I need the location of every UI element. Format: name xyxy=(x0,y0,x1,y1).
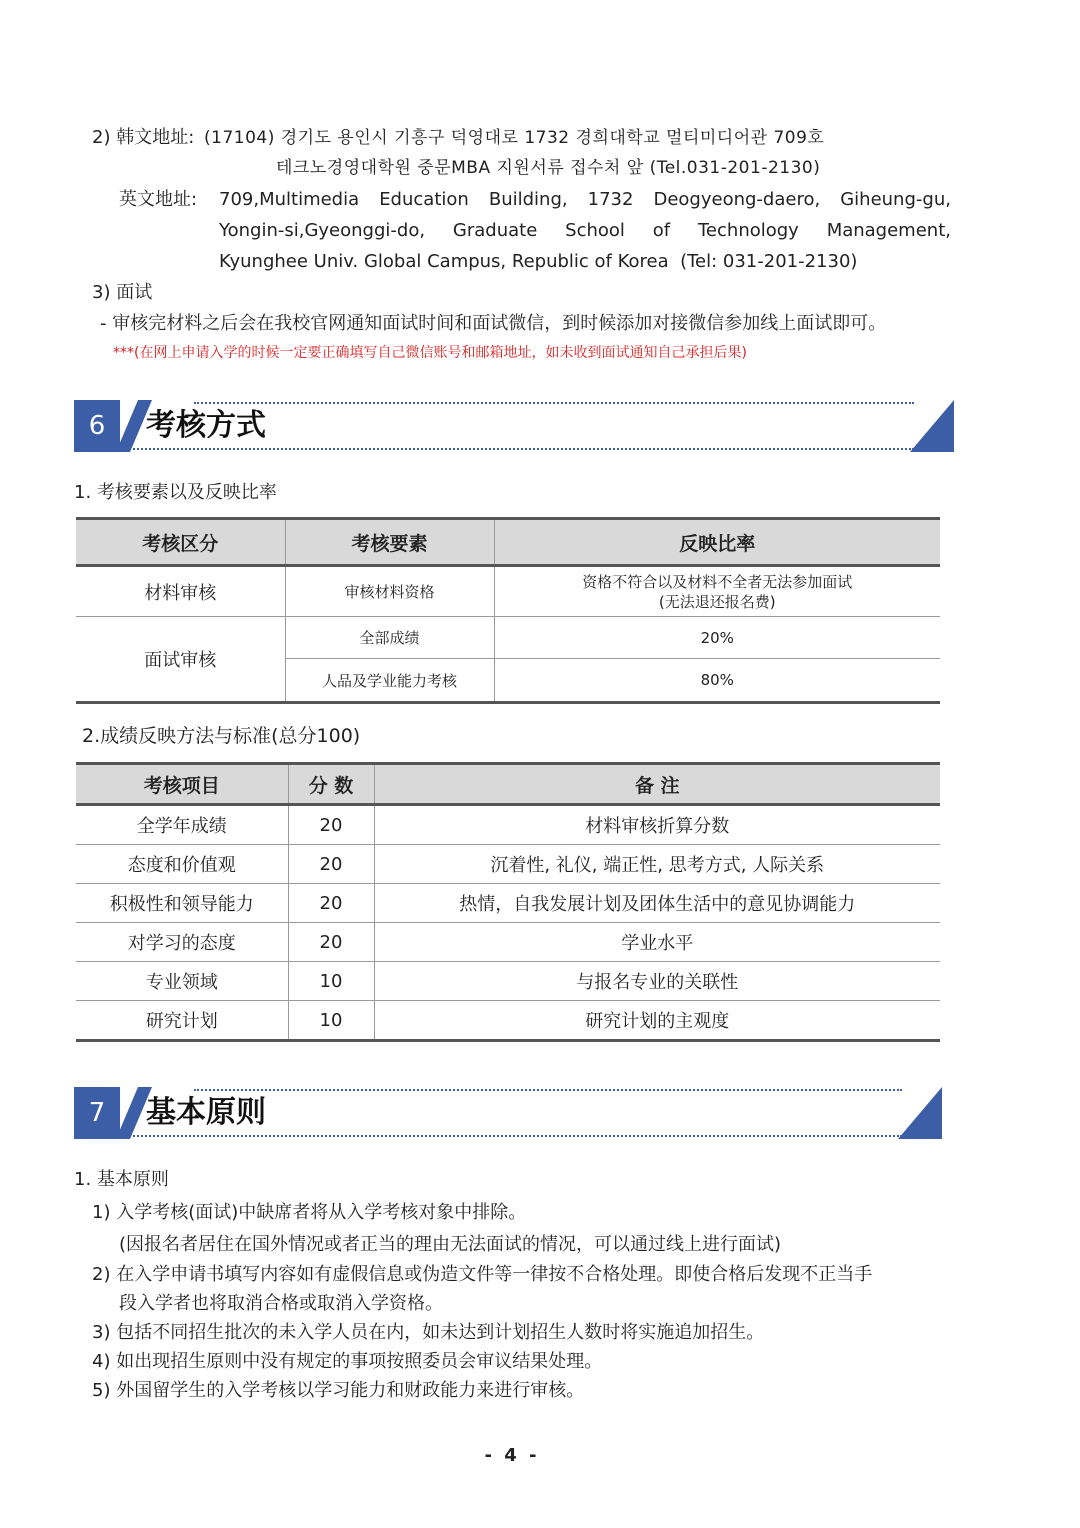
header-note: 备 注 xyxy=(374,764,940,805)
cell-note: 学业水平 xyxy=(374,923,940,962)
word: Deogyeong-daero, xyxy=(653,189,821,210)
triangle-decoration xyxy=(898,1087,942,1139)
section-6-sub1: 1. 考核要素以及反映比率 xyxy=(74,482,277,503)
english-address-label: 英文地址: xyxy=(119,189,198,210)
cell-note: 与报名专业的关联性 xyxy=(374,962,940,1001)
cell-item: 对学习的态度 xyxy=(76,923,288,962)
interview-heading: 3) 面试 xyxy=(92,282,153,303)
ratio-line2: (无法退还报名费) xyxy=(658,592,776,611)
cell-score: 20 xyxy=(288,923,374,962)
cell-note: 材料审核折算分数 xyxy=(374,805,940,845)
table-row xyxy=(76,962,940,1001)
section-6-number: 6 xyxy=(74,400,120,452)
cell-score: 10 xyxy=(288,1001,374,1041)
interview-warning: ***(在网上申请入学的时候一定要正确填写自己微信账号和邮箱地址，如未收到面试通知自己承担后果) xyxy=(113,345,747,361)
table-header-row xyxy=(76,519,940,566)
cell-item: 研究计划 xyxy=(76,1001,288,1041)
dotted-line-top xyxy=(194,402,914,404)
word: Graduate xyxy=(452,220,538,241)
cell-ratio: 20% xyxy=(494,617,940,659)
principle-item: 段入学者也将取消合格或取消入学资格。 xyxy=(119,1293,443,1314)
section-6-sub2: 2.成绩反映方法与标准(总分100) xyxy=(82,725,361,747)
cell-score: 20 xyxy=(288,805,374,845)
cell-element: 全部成绩 xyxy=(285,617,494,659)
header-element: 考核要素 xyxy=(285,519,494,566)
principle-item: 3) 包括不同招生批次的未入学人员在内，如未达到计划招生人数时将实施追加招生。 xyxy=(92,1322,765,1343)
principle-item: 4) 如出现招生原则中没有规定的事项按照委员会审议结果处理。 xyxy=(92,1351,603,1372)
table-row xyxy=(76,923,940,962)
principle-item: (因报名者居住在国外情况或者正当的理由无法面试的情况，可以通过线上进行面试) xyxy=(119,1234,782,1255)
table-row xyxy=(76,884,940,923)
cell-element: 审核材料资格 xyxy=(285,566,494,617)
cell-note: 研究计划的主观度 xyxy=(374,1001,940,1041)
word: Building, xyxy=(488,189,568,210)
score-standard-table xyxy=(76,762,940,1042)
cell-note: 热情，自我发展计划及团体生活中的意见协调能力 xyxy=(374,884,940,923)
korean-address-line1: (17104) 경기도 용인시 기흥구 덕영대로 1732 경희대학교 멀티미디어관 709호 xyxy=(204,128,825,148)
word: of xyxy=(652,220,671,241)
cell-item: 态度和价值观 xyxy=(76,845,288,884)
principle-item: 1) 入学考核(面试)中缺席者将从入学考核对象中排除。 xyxy=(92,1202,527,1223)
section-7-number: 7 xyxy=(74,1087,120,1139)
cell-category: 材料审核 xyxy=(76,566,285,617)
page-number: - 4 - xyxy=(484,1445,540,1466)
table-row xyxy=(76,805,940,845)
word: 709,Multimedia xyxy=(219,189,360,210)
cell-ratio: 80% xyxy=(494,659,940,703)
word: Education xyxy=(379,189,469,210)
dotted-line-bottom xyxy=(122,1135,902,1137)
word: Giheung-gu, xyxy=(840,189,951,210)
header-ratio: 反映比率 xyxy=(494,519,940,566)
korean-address-label: 2) 韩文地址: xyxy=(92,127,195,148)
cell-category: 面试审核 xyxy=(76,617,285,703)
word: 1732 xyxy=(587,189,634,210)
dotted-line-top xyxy=(194,1089,902,1091)
table-row xyxy=(76,617,940,659)
triangle-decoration xyxy=(910,400,954,452)
interview-bullet: - 审核完材料之后会在我校官网通知面试时间和面试微信，到时候添加对接微信参加线上面试即可。 xyxy=(100,313,887,334)
table-row xyxy=(76,845,940,884)
word: Technology xyxy=(698,220,799,241)
english-address-line2 xyxy=(219,219,951,243)
cell-note: 沉着性, 礼仪, 端正性, 思考方式, 人际关系 xyxy=(374,845,940,884)
section-7-sub1: 1. 基本原则 xyxy=(74,1169,169,1190)
table-header-row xyxy=(76,764,940,805)
principle-item: 5) 外国留学生的入学考核以学习能力和财政能力来进行审核。 xyxy=(92,1380,585,1401)
cell-item: 专业领域 xyxy=(76,962,288,1001)
header-category: 考核区分 xyxy=(76,519,285,566)
cell-element: 人品及学业能力考核 xyxy=(285,659,494,703)
table-row xyxy=(76,1001,940,1041)
cell-score: 10 xyxy=(288,962,374,1001)
table-row xyxy=(76,566,940,617)
word: School xyxy=(565,220,625,241)
section-6-header xyxy=(74,400,954,452)
header-score: 分 数 xyxy=(288,764,374,805)
cell-item: 积极性和领导能力 xyxy=(76,884,288,923)
section-6-title: 考核方式 xyxy=(146,408,266,443)
section-7-header xyxy=(74,1087,942,1139)
section-7-title: 基本原则 xyxy=(146,1095,266,1130)
cell-ratio xyxy=(494,566,940,617)
word: Management, xyxy=(826,220,951,241)
korean-address-line2: 테크노경영대학원 중문MBA 지원서류 접수처 앞 (Tel.031-201-2130) xyxy=(276,158,821,178)
english-address-line3: Kyunghee Univ. Global Campus, Republic of Korea (Tel: 031-201-2130) xyxy=(219,251,858,272)
english-address-line1 xyxy=(219,188,951,212)
cell-score: 20 xyxy=(288,884,374,923)
cell-item: 全学年成绩 xyxy=(76,805,288,845)
cell-score: 20 xyxy=(288,845,374,884)
ratio-line1: 资格不符合以及材料不全者无法参加面试 xyxy=(582,572,853,591)
word: Yongin-si,Gyeonggi-do, xyxy=(219,220,426,241)
dotted-line-bottom xyxy=(122,448,914,450)
header-item: 考核项目 xyxy=(76,764,288,805)
assessment-ratio-table xyxy=(76,517,940,704)
principle-item: 2) 在入学申请书填写内容如有虚假信息或伪造文件等一律按不合格处理。即使合格后发现不正当手 xyxy=(92,1264,873,1285)
